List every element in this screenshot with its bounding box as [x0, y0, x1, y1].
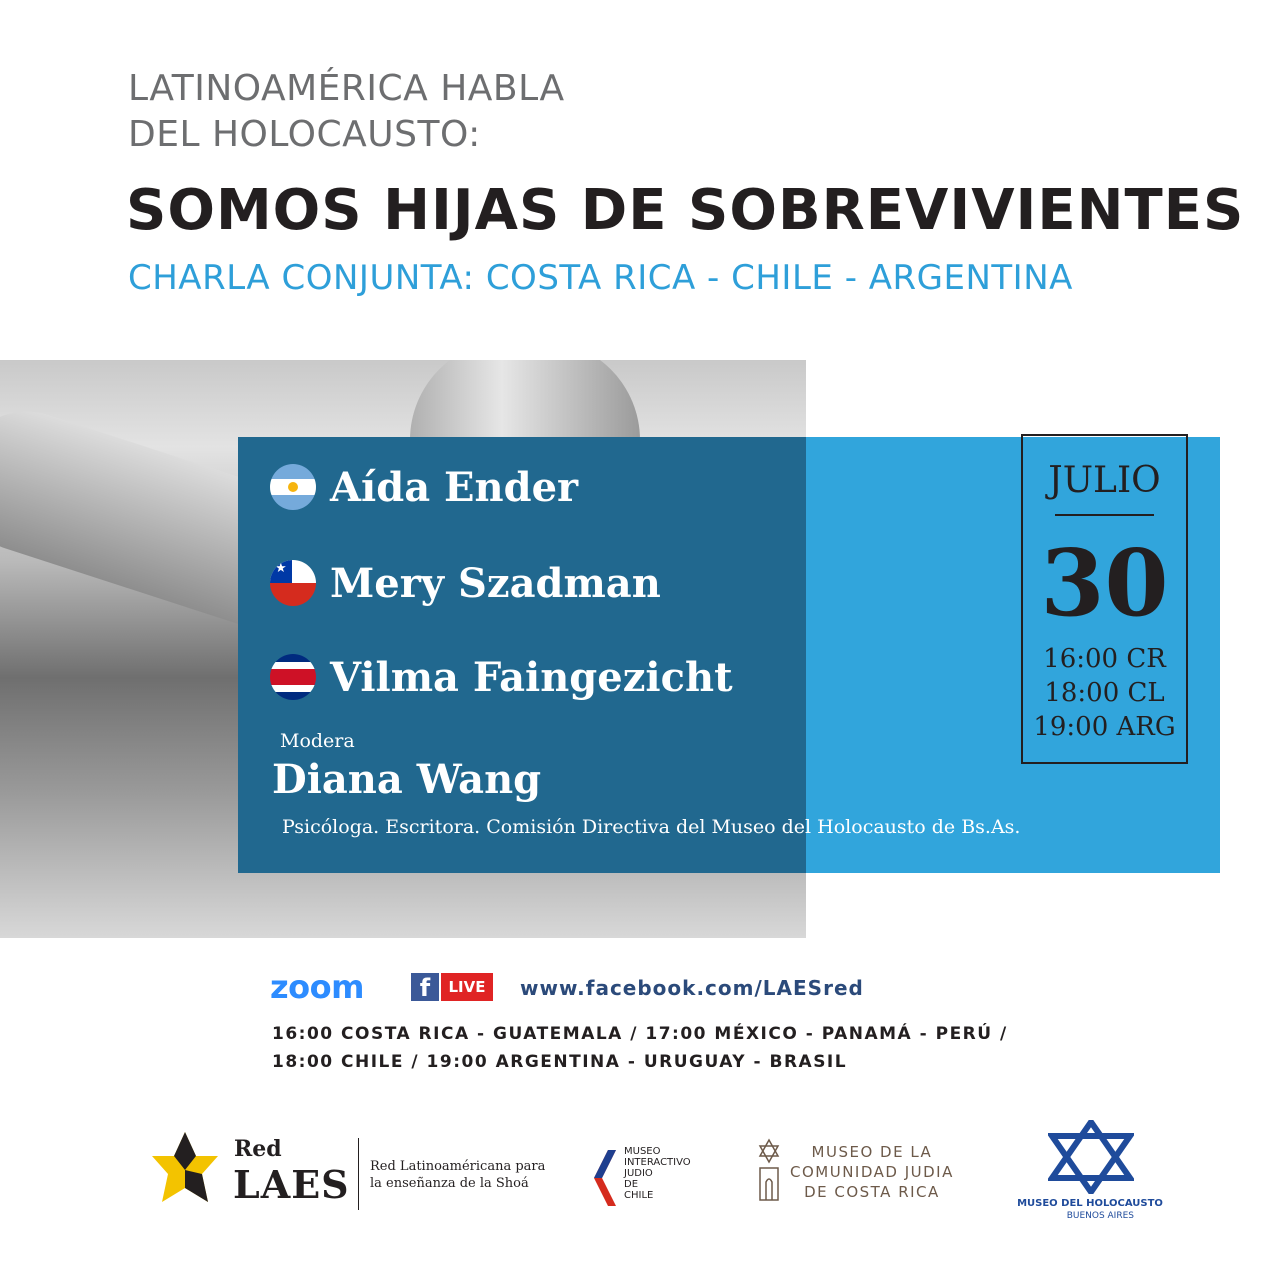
main-title: SOMOS HIJAS DE SOBREVIVIENTES	[126, 178, 1245, 243]
live-badge: LIVE	[441, 973, 493, 1001]
date-time: 18:00 CL	[1044, 678, 1165, 708]
museo-interactivo-judio-chile-logo	[594, 1150, 616, 1206]
pre-title-line2: DEL HOLOCAUSTO:	[128, 114, 481, 155]
mcj-line: COMUNIDAD JUDIA	[790, 1163, 954, 1181]
facebook-url: www.facebook.com/LAESred	[520, 976, 864, 1000]
laes-desc-line: Red Latinoaméricana para	[370, 1159, 546, 1174]
schedule-line2: 18:00 CHILE / 19:00 ARGENTINA - URUGUAY - BRASIL	[272, 1052, 848, 1072]
date-time: 19:00 ARG	[1033, 712, 1176, 742]
facebook-icon: f	[411, 973, 439, 1001]
laes-description	[370, 1158, 545, 1192]
subtitle: CHARLA CONJUNTA: COSTA RICA - CHILE - ARGENTINA	[128, 258, 1073, 298]
speaker-row	[270, 458, 578, 516]
schedule-line1: 16:00 COSTA RICA - GUATEMALA / 17:00 MÉXICO - PANAMÁ - PERÚ /	[272, 1024, 1008, 1044]
mij-line: CHILE	[624, 1190, 654, 1201]
zoom-logo: zoom	[270, 968, 364, 1006]
museo-interactivo-judio-chile-text	[624, 1146, 691, 1201]
date-month: JULIO	[1048, 460, 1161, 501]
museo-holocausto-star-icon	[1048, 1120, 1134, 1194]
speaker-row	[270, 648, 733, 706]
laes-red-label: Red	[234, 1136, 282, 1162]
mij-line: INTERACTIVO	[624, 1157, 691, 1168]
date-divider	[1055, 514, 1154, 516]
mij-line: MUSEO	[624, 1146, 661, 1157]
date-box	[1021, 434, 1188, 764]
laes-desc-line: la enseñanza de la Shoá	[370, 1176, 529, 1191]
speaker-row	[270, 554, 661, 612]
laes-divider	[358, 1138, 359, 1210]
speaker-name: Vilma Faingezicht	[330, 653, 733, 701]
argentina-flag-icon	[270, 464, 316, 510]
mij-line: JUDIO	[624, 1168, 653, 1179]
mij-line: DE	[624, 1179, 639, 1190]
museo-comunidad-judia-costa-rica-text	[790, 1142, 954, 1202]
moderator-description: Psicóloga. Escritora. Comisión Directiva del Museo del Holocausto de Bs.As.	[282, 816, 1021, 838]
costa-rica-flag-icon	[270, 654, 316, 700]
speaker-name: Mery Szadman	[330, 559, 661, 607]
museo-holocausto-sub: BUENOS AIRES	[1066, 1211, 1134, 1221]
laes-name: LAES	[233, 1162, 350, 1207]
mcj-line: DE COSTA RICA	[804, 1183, 940, 1201]
pre-title	[128, 66, 565, 158]
chile-flag-icon	[270, 560, 316, 606]
museo-comunidad-judia-costa-rica-logo	[756, 1138, 782, 1202]
moderator-name: Diana Wang	[272, 756, 542, 803]
moderator-label: Modera	[280, 730, 355, 752]
pre-title-line1: LATINOAMÉRICA HABLA	[128, 68, 565, 109]
laes-star-icon	[150, 1130, 220, 1210]
museo-holocausto-name: MUSEO DEL HOLOCAUSTO	[1017, 1198, 1163, 1209]
mcj-line: MUSEO DE LA	[811, 1143, 933, 1161]
date-time: 16:00 CR	[1043, 644, 1166, 674]
date-day: 30	[1040, 529, 1169, 637]
speaker-name: Aída Ender	[330, 463, 579, 511]
